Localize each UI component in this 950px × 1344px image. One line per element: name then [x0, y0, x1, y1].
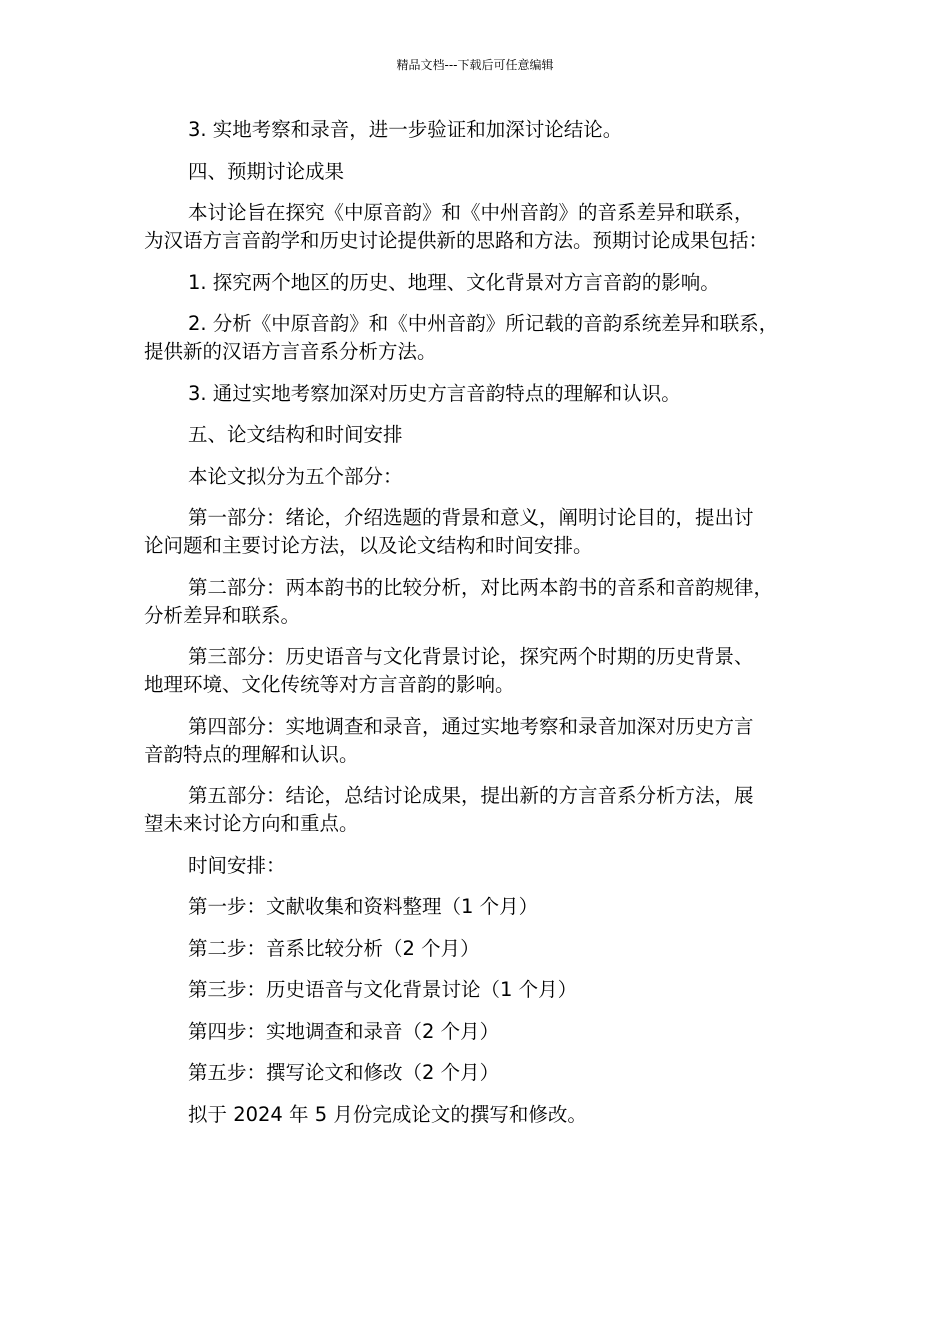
paragraph — [144, 574, 808, 630]
schedule-item — [144, 976, 808, 1004]
text-line: 本讨论旨在探究《中原音韵》和《中州音韵》的音系差异和联系， — [188, 201, 754, 224]
text-line: 时间安排： — [188, 853, 286, 877]
page-header: 精品文档---下载后可任意编辑 — [396, 58, 554, 72]
text-line: 地理环境、文化传统等对方言音韵的影响。 — [144, 673, 515, 696]
paragraph — [144, 852, 808, 880]
text-line: 望未来讨论方向和重点。 — [144, 812, 359, 835]
text-line: 第三步：历史语音与文化背景讨论（1 个月） — [188, 978, 578, 1001]
text-line: 五、论文结构和时间安排 — [188, 423, 403, 446]
text-line: 第四步：实地调查和录音（2 个月） — [188, 1019, 500, 1043]
paragraph — [144, 782, 808, 838]
text-line: 分析差异和联系。 — [144, 603, 301, 627]
text-line: 第五步：撰写论文和修改（2 个月） — [188, 1061, 500, 1084]
paragraph — [144, 643, 808, 699]
text-line: 四、预期讨论成果 — [188, 159, 345, 183]
section-heading — [144, 158, 808, 186]
text-line: 第一部分：绪论，介绍选题的背景和意义，阐明讨论目的，提出讨 — [188, 506, 754, 529]
text-line: 2. 分析《中原音韵》和《中州音韵》所记载的音韵系统差异和联系， — [188, 312, 779, 335]
text-line: 拟于 2024 年 5 月份完成论文的撰写和修改。 — [188, 1102, 587, 1126]
paragraph — [144, 1101, 808, 1129]
text-line: 提供新的汉语方言音系分析方法。 — [144, 340, 437, 363]
text-line: 第二部分：两本韵书的比较分析，对比两本韵书的音系和音韵规律， — [188, 575, 774, 599]
list-item — [144, 380, 808, 408]
list-item — [144, 269, 808, 297]
text-line: 第五部分：结论，总结讨论成果，提出新的方言音系分析方法，展 — [188, 784, 754, 807]
text-line: 3. 通过实地考察加深对历史方言音韵特点的理解和认识。 — [188, 381, 681, 405]
paragraph — [144, 199, 808, 255]
text-line: 本论文拟分为五个部分： — [188, 464, 403, 488]
schedule-item — [144, 1018, 808, 1046]
text-line: 论问题和主要讨论方法，以及论文结构和时间安排。 — [144, 534, 593, 557]
section-heading — [144, 421, 808, 449]
text-line: 为汉语方言音韵学和历史讨论提供新的思路和方法。预期讨论成果包括： — [144, 229, 769, 252]
text-line: 第一步：文献收集和资料整理（1 个月） — [188, 895, 539, 918]
schedule-item — [144, 1059, 808, 1087]
document-body — [144, 116, 808, 1142]
text-line: 第二步：音系比较分析（2 个月） — [188, 936, 480, 960]
schedule-item — [144, 935, 808, 963]
paragraph — [144, 463, 808, 491]
paragraph — [144, 116, 808, 144]
list-item — [144, 310, 808, 366]
text-line: 第四部分：实地调查和录音，通过实地考察和录音加深对历史方言 — [188, 714, 754, 738]
paragraph — [144, 713, 808, 769]
text-line: 第三部分：历史语音与文化背景讨论，探究两个时期的历史背景、 — [188, 645, 754, 668]
paragraph — [144, 504, 808, 560]
text-line: 1. 探究两个地区的历史、地理、文化背景对方言音韵的影响。 — [188, 270, 720, 294]
text-line: 3. 实地考察和录音，进一步验证和加深讨论结论。 — [188, 118, 623, 141]
text-line: 音韵特点的理解和认识。 — [144, 742, 359, 766]
schedule-item — [144, 893, 808, 921]
